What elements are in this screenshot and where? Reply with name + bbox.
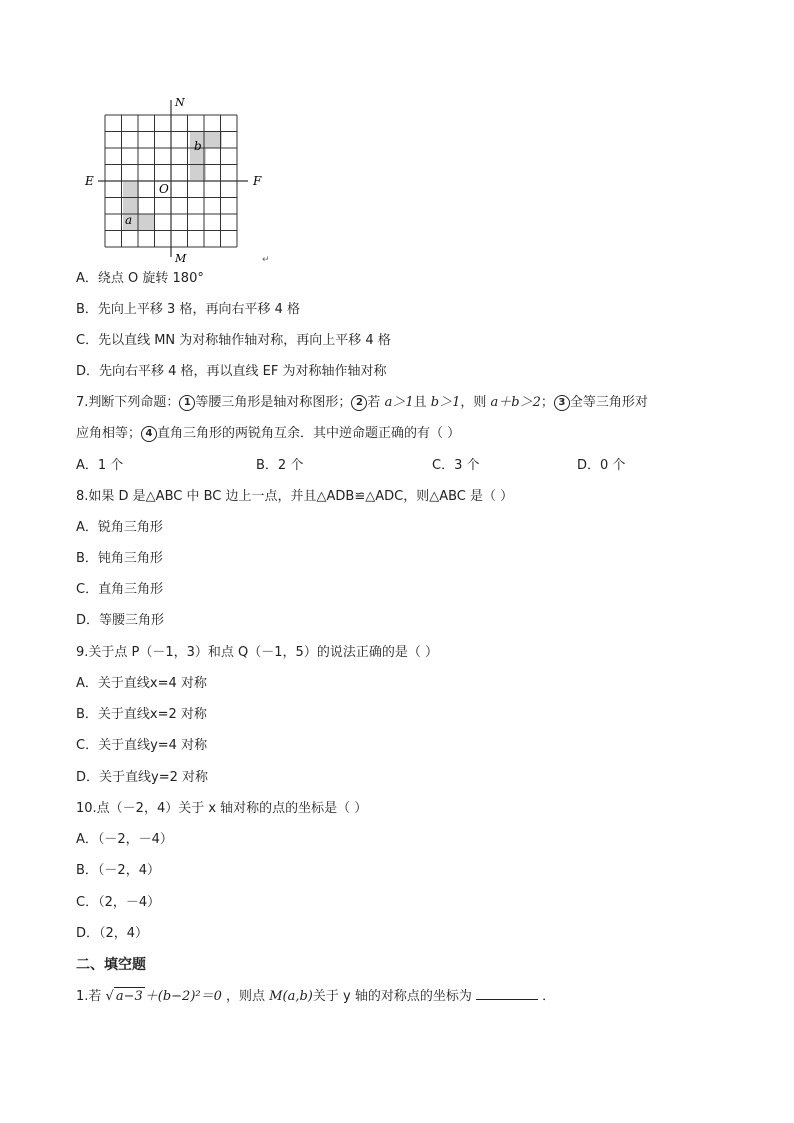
q6-option-b: B．先向上平移 3 格，再向右平移 4 格	[76, 302, 300, 317]
sqrt-content: a−3	[115, 989, 143, 1004]
q8-option-c: C．直角三角形	[76, 582, 164, 597]
q10-option-a: A．（－2，－4）	[76, 832, 173, 847]
q7-stem-line2: 应角相等； 4 直角三角形的两锐角互余．其中逆命题正确的有（ ）	[76, 426, 461, 441]
q9-option-b: B．关于直线x=2 对称	[76, 707, 207, 722]
q8-option-a: A．锐角三角形	[76, 520, 163, 535]
label-o: O	[159, 182, 169, 196]
q7-option-a: A．1 个	[76, 458, 124, 473]
label-a: a	[125, 213, 133, 227]
return-mark: ↵	[262, 255, 270, 265]
q6-option-a: A．绕点 O 旋转 180°	[76, 271, 204, 286]
q10-option-c: C．（2，－4）	[76, 895, 161, 910]
q9-option-a: A．关于直线x=4 对称	[76, 676, 207, 691]
q6-option-c: C．先以直线 MN 为对称轴作轴对称，再向上平移 4 格	[76, 333, 391, 348]
q10-stem: 10.点（－2，4）关于 x 轴对称的点的坐标是（ ）	[76, 801, 368, 816]
fill1-stem: 1.若 √ a−3 ＋(b−2)²＝0 ，则点 M(a,b)关于 y 轴的对称点的坐标为 ．	[76, 989, 556, 1004]
q10-option-d: D．（2，4）	[76, 926, 149, 941]
label-b: b	[194, 139, 202, 153]
q7-option-c: C．3 个	[432, 458, 480, 473]
q9-option-d: D．关于直线y=2 对称	[76, 770, 208, 785]
q9-stem: 9.关于点 P（－1，3）和点 Q（－1，5）的说法正确的是（ ）	[76, 645, 438, 660]
q9-option-c: C．关于直线y=4 对称	[76, 738, 208, 753]
label-m: M	[175, 252, 187, 265]
q10-option-b: B．（－2，4）	[76, 863, 160, 878]
label-f: F	[253, 174, 262, 188]
circled-number: 1	[179, 395, 195, 411]
label-e: E	[85, 174, 94, 188]
q7-stem-line1: 7.判断下列命题： 1 等腰三角形是轴对称图形； 2 若 a＞1且 b＞1，则 a＋b＞2； 3 全等三角形对	[76, 395, 648, 410]
circled-number: 4	[141, 426, 157, 442]
grid-figure	[80, 92, 280, 268]
label-n: N	[175, 96, 185, 109]
q6-option-d: D．先向右平移 4 格，再以直线 EF 为对称轴作轴对称	[76, 364, 387, 379]
circled-number: 3	[554, 395, 570, 411]
circled-number: 2	[351, 395, 367, 411]
sqrt-symbol: √	[105, 989, 114, 1004]
q7-option-b: B．2 个	[256, 458, 304, 473]
q8-stem: 8.如果 D 是△ABC 中 BC 边上一点，并且△ADB≌△ADC，则△ABC 是（ ）	[76, 489, 514, 504]
q7-option-d: D．0 个	[577, 458, 626, 473]
section-title-fill-in: 二、填空题	[76, 957, 146, 973]
q8-option-b: B．钝角三角形	[76, 551, 163, 566]
q8-option-d: D．等腰三角形	[76, 613, 165, 628]
answer-blank[interactable]	[476, 987, 538, 1000]
